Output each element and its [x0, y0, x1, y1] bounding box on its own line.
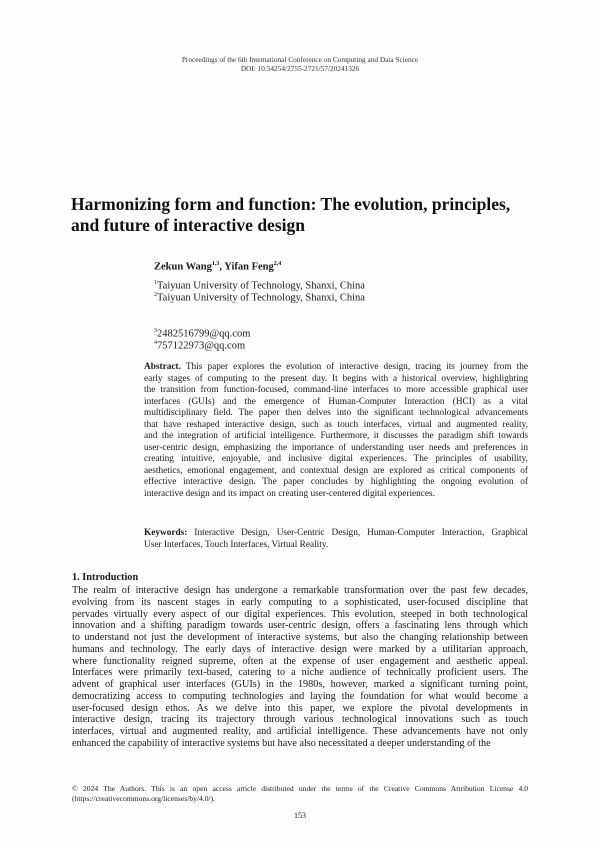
text-line	[72, 794, 528, 804]
text-line	[144, 443, 528, 455]
text-line-content: humans and technology. The early days of interactive design were marked by a utilitarian approach,	[72, 643, 528, 655]
page-number: 153	[294, 811, 306, 820]
paragraph-label: Keywords:	[144, 528, 188, 538]
email-text: 2482516799@qq.com	[157, 328, 251, 340]
running-header-proceedings: Proceedings of the 6th International Conference on Computing and Data Science	[181, 55, 419, 64]
author-list	[154, 261, 281, 273]
text-line-content: (https://creativecommons.org/licenses/by/4.0/).	[72, 794, 216, 803]
text-line	[72, 656, 528, 668]
text-line-content: enhanced the capability of interactive systems but have also necessitated a deeper understanding of the	[72, 737, 491, 749]
text-line	[144, 408, 528, 420]
text-line-content: multidisciplinary field. The paper then delves into the significant technological advancements	[144, 408, 528, 419]
text-line-content: and the integration of artificial intelligence. Furthermore, it discusses the paradigm shift towards	[144, 431, 528, 442]
affiliation-sup: 1	[154, 280, 157, 286]
text-line-content: to understand not just the development of interactive systems, but also the changing relationship between	[72, 632, 528, 643]
affiliation-sup: 2	[154, 292, 157, 298]
text-line-content: © 2024 The Authors. This is an open access article distributed under the terms of the Creative Commons Attribution License 4.0	[72, 784, 528, 793]
paper-title-line1: Harmonizing form and function: The evolution, principles,	[71, 194, 511, 214]
text-line	[72, 644, 528, 656]
affiliation	[154, 280, 365, 292]
paragraph-label: Abstract.	[144, 362, 181, 372]
text-line-content: interfaces, virtual and augmented reality, and artificial intelligence. These advancements have not only	[72, 726, 528, 737]
email	[154, 328, 250, 340]
text-line	[144, 528, 528, 540]
keywords	[144, 528, 528, 551]
text-line-content: The realm of interactive design has undergone a remarkable transformation over the past few decades,	[72, 585, 528, 596]
text-line-content: creating intuitive, enjoyable, and inclusive digital experiences. The principles of usability,	[144, 454, 528, 465]
email	[154, 340, 245, 352]
text-line	[72, 691, 528, 703]
text-line-content: aesthetics, emotional engagement, and contextual design are explored as critical components of	[144, 465, 528, 476]
text-line-content: democratizing access to computing technologies and laying the foundation for what would become a	[72, 690, 528, 702]
affiliation-text: Taiyuan University of Technology, Shanxi, China	[157, 292, 365, 304]
text-line	[72, 667, 528, 679]
text-line	[72, 632, 528, 644]
text-line-content: innovation and a shifting paradigm towards user-centric design, offers a fascinating lens through which	[72, 620, 528, 632]
paper-title-line2: and future of interactive design	[71, 215, 305, 235]
text-line-content: the transition from function-focused, command-line interfaces to more accessible graphical user	[144, 385, 528, 396]
text-line	[72, 597, 528, 609]
text-line-content: effective interactive design. The paper concludes by highlighting the ongoing evolution of	[144, 477, 528, 488]
author-name: Zekun Wang	[154, 261, 212, 273]
text-line	[144, 431, 528, 443]
text-line-content: user-centric design, emphasizing the importance of understanding user needs and preferences in	[144, 442, 528, 453]
running-header-doi: DOI: 10.54254/2755-2721/57/20241326	[240, 64, 360, 73]
license-footer	[72, 784, 528, 804]
affiliation	[154, 292, 365, 304]
text-line-content: Interactive Design, User-Centric Design, Human-Computer Interaction, Graphical	[187, 528, 528, 538]
text-line-content: advent of graphical user interfaces (GUIs) in the 1980s, however, marked a significant turning point,	[72, 679, 528, 690]
text-line	[144, 420, 528, 432]
text-line	[72, 738, 528, 750]
abstract	[144, 362, 528, 501]
text-line	[144, 374, 528, 386]
text-line-content: This paper explores the evolution of interactive design, tracing its journey from the	[180, 362, 528, 372]
author-separator: ,	[219, 261, 225, 273]
author-name: Yifan Feng	[224, 261, 274, 273]
text-line-content: early stages of computing to the present day. It begins with a historical overview, highlighting	[144, 373, 528, 384]
text-line	[144, 385, 528, 397]
text-line	[72, 714, 528, 726]
text-line	[144, 454, 528, 466]
text-line	[72, 609, 528, 621]
text-line-content: evolving from its nascent stages in early computing to a sophisticated, user-focused discipline that	[72, 596, 528, 608]
text-line-content: interfaces (GUIs) and the emergence of Human-Computer Interaction (HCI) as a vital	[144, 396, 528, 407]
text-line-content: User Interfaces, Touch Interfaces, Virtual Reality.	[144, 539, 329, 550]
text-line	[144, 477, 528, 489]
section-heading-introduction: 1. Introduction	[72, 572, 139, 583]
text-line-content: pervades virtually every aspect of our digital experiences. This evolution, steeped in both technological	[72, 608, 528, 620]
email-text: 757122973@qq.com	[157, 340, 246, 352]
text-line-content: where functionality reigned supreme, often at the expense of user engagement and aesthetic appeal.	[72, 655, 528, 667]
text-line	[72, 703, 528, 715]
text-line	[144, 489, 528, 501]
text-line	[72, 679, 528, 691]
text-line	[144, 397, 528, 409]
text-line	[144, 362, 528, 374]
text-line-content: user-focused design ethos. As we delve into this paper, we explore the pivotal developments in	[72, 702, 528, 714]
text-line	[144, 466, 528, 478]
text-line	[72, 784, 528, 794]
text-line-content: interactive design and its impact on creating user-centered digital experiences.	[144, 489, 435, 500]
text-line-content: interactive design, tracing its trajectory through various technological innovations such as touch	[72, 714, 528, 726]
author-sup: 1,3	[211, 261, 220, 267]
affiliation-text: Taiyuan University of Technology, Shanxi, China	[157, 280, 365, 292]
text-line	[144, 540, 528, 552]
text-line-content: Interfaces were primarily text-based, catering to a niche audience of technically proficient users. The	[72, 667, 528, 679]
text-line	[72, 726, 528, 738]
text-line	[72, 585, 528, 597]
email-sup: 4	[154, 340, 157, 346]
text-line	[72, 620, 528, 632]
email-sup: 3	[154, 328, 157, 334]
introduction-body	[72, 585, 528, 750]
text-line-content: that have reshaped interactive design, such as touch interfaces, virtual and augmented reality,	[144, 419, 528, 430]
author-sup: 2,4	[273, 261, 282, 267]
